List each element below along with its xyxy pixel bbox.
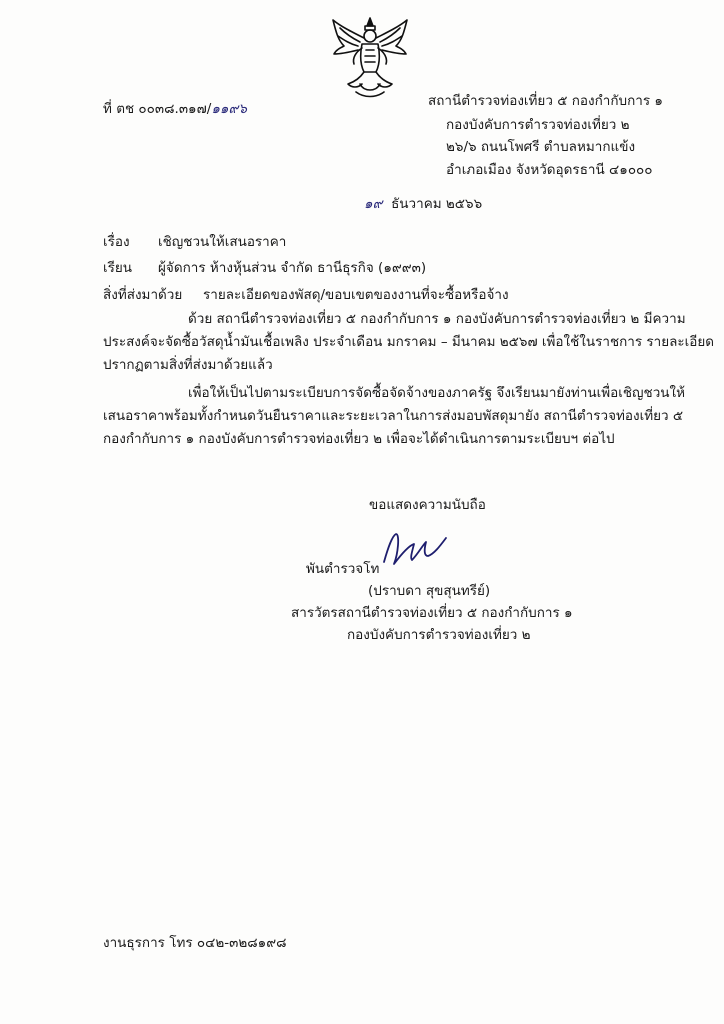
document-date (364, 195, 482, 213)
document-number-handwritten: ๑๑๙๖ (211, 101, 247, 117)
date-day-handwritten: ๑๙ (364, 196, 383, 212)
paragraph-1-line-3: ปรากฏตามสิ่งที่ส่งมาด้วยแล้ว (103, 357, 273, 373)
sender-line-3: ๒๖/๖ ถนนโพศรี ตำบลหมากแข้ง (446, 139, 636, 155)
subject-label: เรื่อง (103, 234, 130, 250)
signer-rank: พันตำรวจโท (306, 561, 380, 577)
handwritten-signature (378, 528, 452, 572)
paragraph-2-line-2: เสนอราคาพร้อมทั้งกำหนดวันยืนราคาและระยะเวลาในการส่งมอบพัสดุมายัง สถานีตำรวจท่องเที่ยว ๕ (103, 408, 684, 424)
garuda-emblem-icon (330, 14, 410, 100)
paragraph-2-line-1: เพื่อให้เป็นไปตามระเบียบการจัดซื้อจัดจ้างของภาครัฐ จึงเรียนมายังท่านเพื่อเชิญชวนให้ (188, 385, 685, 401)
signer-title-line-1: สารวัตรสถานีตำรวจท่องเที่ยว ๕ กองกำกับการ ๑ (291, 605, 573, 621)
enclosure-label: สิ่งที่ส่งมาด้วย (103, 287, 183, 303)
footer-contact: งานธุรการ โทร ๐๔๒-๓๒๘๑๙๘ (103, 935, 287, 951)
sender-line-1: สถานีตำรวจท่องเที่ยว ๕ กองกำกับการ ๑ (428, 93, 663, 109)
paragraph-1-line-2: ประสงค์จะจัดซื้อวัสดุน้ำมันเชื้อเพลิง ประจำเดือน มกราคม – มีนาคม ๒๕๖๗ เพื่อใช้ในราชการ รายละเอียด (103, 334, 715, 350)
signer-name: (ปราบดา สุขสุนทรีย์) (368, 583, 491, 599)
sender-line-4: อำเภอเมือง จังหวัดอุดรธานี ๔๑๐๐๐ (446, 162, 653, 178)
enclosure-text: รายละเอียดของพัสดุ/ขอบเขตของงานที่จะซื้อหรือจ้าง (203, 287, 509, 303)
sender-line-2: กองบังคับการตำรวจท่องเที่ยว ๒ (446, 117, 630, 133)
closing-phrase: ขอแสดงความนับถือ (369, 497, 486, 513)
paragraph-2-line-3: กองกำกับการ ๑ กองบังคับการตำรวจท่องเที่ยว ๒ เพื่อจะได้ดำเนินการตามระเบียบฯ ต่อไป (103, 431, 615, 447)
recipient-label: เรียน (103, 260, 133, 276)
date-month-year: ธันวาคม ๒๕๖๖ (391, 196, 483, 212)
document-number (103, 100, 247, 118)
paragraph-1-line-1: ด้วย สถานีตำรวจท่องเที่ยว ๕ กองกำกับการ ๑ กองบังคับการตำรวจท่องเที่ยว ๒ มีความ (188, 311, 686, 327)
document-number-printed: ที่ ตช ๐๐๓๘.๓๑๗/ (103, 101, 212, 117)
subject-text: เชิญชวนให้เสนอราคา (158, 234, 287, 250)
recipient-text: ผู้จัดการ ห้างหุ้นส่วน จำกัด ธานีธุรกิจ (๑๙๙๓) (158, 260, 427, 276)
signer-title-line-2: กองบังคับการตำรวจท่องเที่ยว ๒ (347, 627, 531, 643)
